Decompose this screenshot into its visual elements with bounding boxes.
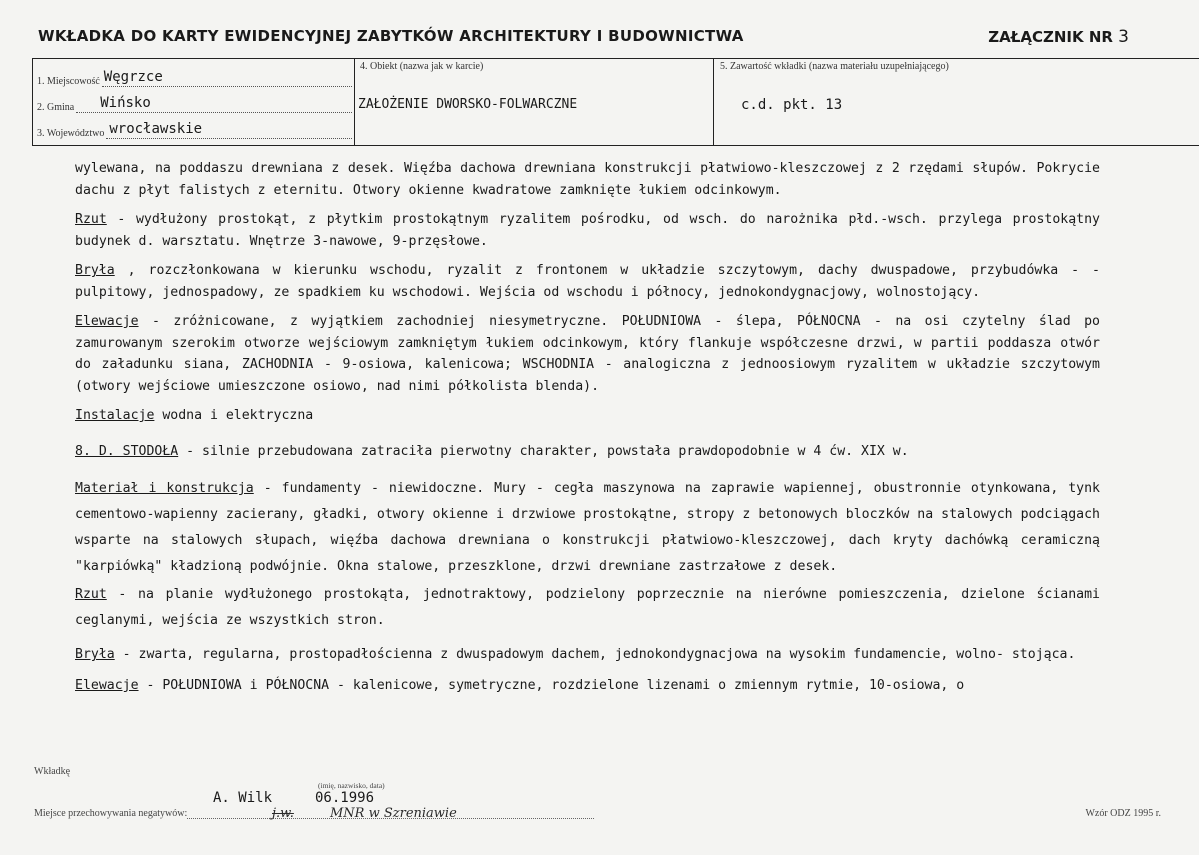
section-heading: Materiał i konstrukcja [75, 481, 254, 496]
field-gmina-label: 2. Gmina [37, 102, 75, 113]
field-zawartosc-value: c.d. pkt. 13 [741, 97, 843, 113]
dotted-line [102, 70, 352, 87]
paragraph-stodola [75, 441, 1100, 463]
paragraph-rzut-stodola [75, 582, 1100, 634]
paragraph-text: - fundamenty - niewidoczne. Mury - cegła maszynowa na zaprawie wapiennej, obustronnie otynkowana, tynk cementowo-wapienny zacierany, gładki, otwory okienne i drzwiowe prostokątne, stropy z betonowych bloczków na stalowych podciągach wsparte na stalowych słupach, więźba dachowa drewniana o konstrukcji płatwiowo-kleszczowej, dach kryty dachówką ceramiczną "karpiówką" kładzioną podwójnie. Okna stalowe, przeszklone, drzwi drewniane zastrzałowe z desek. [75, 481, 1101, 574]
form-title: WKŁADKA DO KARTY EWIDENCYJNEJ ZABYTKÓW ARCHITEKTURY I BUDOWNICTWA [38, 27, 744, 45]
section-heading: Elewacje [75, 314, 139, 329]
paragraph-elewacje [75, 311, 1100, 397]
field-obiekt-label: 4. Obiekt (nazwa jak w karcie) [360, 61, 484, 72]
field-wojewodztwo [37, 122, 352, 139]
field-miejscowosc-value: Węgrzce [103, 69, 163, 85]
footer-wkladke-label: Wkładkę [34, 766, 71, 777]
column-divider [713, 58, 714, 145]
handwritten-jw: j.w. [272, 806, 294, 821]
footer-negatives-field [34, 808, 594, 819]
annex-label-text: ZAŁĄCZNIK NR [988, 28, 1113, 46]
section-heading: Rzut [75, 212, 107, 227]
field-gmina [37, 96, 352, 113]
paragraph-text: - zwarta, regularna, prostopadłościenna z dwuspadowym dachem, jednokondygnacjowa na wysokim fundamencie, wolno- stojąca. [114, 647, 1076, 662]
dotted-line [106, 122, 352, 139]
paragraph-rzut [75, 209, 1100, 252]
paragraph-text: - wydłużony prostokąt, z płytkim prostokątnym ryzalitem pośrodku, od wsch. do narożnika płd.-wsch. przylega prostokątny budynek d. warsztatu. Wnętrze 3-nawowe, 9-przęsłowe. [75, 212, 1100, 249]
paragraph-elewacje-stodola [75, 675, 1100, 697]
column-divider [354, 58, 355, 145]
dotted-line [76, 96, 352, 113]
section-heading: Instalacje [75, 408, 155, 423]
annex-number: 3 [1118, 27, 1129, 47]
section-heading: Elewacje [75, 678, 139, 693]
field-miejscowosc [37, 70, 352, 87]
handwritten-location: MNR w Szreniawie [330, 806, 457, 821]
section-heading: Rzut [75, 587, 107, 602]
field-gmina-value: Wińsko [100, 95, 151, 111]
footer-author: A. Wilk [213, 790, 273, 806]
paragraph-text: - na planie wydłużonego prostokąta, jednotraktowy, podzielony poprzecznie na nierówne pomieszczenia, dzielone ścianami ceglanymi, wejścia ze wszystkich stron. [75, 587, 1100, 628]
paragraph-material [75, 476, 1100, 580]
paragraph-instalacje [75, 405, 1100, 427]
section-heading: 8. D. STODOŁA [75, 443, 179, 459]
paragraph-continuation: wylewana, na poddaszu drewniana z desek. Więźba dachowa drewniana konstrukcji płatwiowo-kleszczowej z 2 rzędami słupów. Pokrycie dachu z płyt falistych z eternitu. Otwory okienne kwadratowe zamknięte łukiem odcinkowym. [75, 161, 1100, 198]
field-wojewodztwo-label: 3. Województwo [37, 128, 105, 139]
form-code: Wzór ODZ 1995 r. [1085, 808, 1161, 819]
field-obiekt-value: ZAŁOŻENIE DWORSKO-FOLWARCZNE [358, 97, 578, 112]
section-heading: Bryła [75, 647, 115, 662]
paragraph-text: wodna i elektryczna [154, 408, 314, 423]
field-zawartosc-label: 5. Zawartość wkładki (nazwa materiału uzupełniającego) [720, 61, 949, 72]
footer-negatives-label: Miejsce przechowywania negatywów: [34, 808, 188, 819]
field-wojewodztwo-value: wrocławskie [109, 121, 203, 137]
description-body [75, 158, 1100, 705]
annex-label [988, 27, 1129, 47]
footer-date: 06.1996 [315, 790, 375, 806]
paragraph-text: , rozczłonkowana w kierunku wschodu, ryzalit z frontonem w układzie szczytowym, dachy dwuspadowe, przybudówka - - pulpitowy, jednospadowy, ze spadkiem ku wschodowi. Wejścia od wschodu i północy, jednokondygnacjowy, wolnostojący. [75, 263, 1100, 300]
paragraph-bryla [75, 260, 1100, 303]
field-miejscowosc-label: 1. Miejscowość [37, 76, 100, 87]
paragraph-bryla-stodola [75, 644, 1100, 665]
paragraph-text: - POŁUDNIOWA i PÓŁNOCNA - kalenicowe, symetryczne, rozdzielone lizenami o zmiennym rytmie, 10-osiowa, o [138, 678, 965, 693]
paragraph-text: - silnie przebudowana zatraciła pierwotny charakter, powstała prawdopodobnie w 4 ćw. XIX w. [178, 443, 909, 459]
section-heading: Bryła [75, 263, 115, 278]
paragraph-text: - zróżnicowane, z wyjątkiem zachodniej niesymetryczne. POŁUDNIOWA - ślepa, PÓŁNOCNA - na osi czytelny ślad po zamurowanym szerokim otworze wejściowym zamkniętym łukiem odcinkowym, który flankuje współczesne drzwi, w partii poddasza otwór do załadunku siana, ZACHODNIA - 9-osiowa, kalenicowa; WSCHODNIA - analogiczna z jednoosiowym ryzalitem w układzie szczytowym (otwory wejściowe umieszczone osiowo, nad nimi półkolista blenda). [75, 314, 1100, 394]
footer-signature-caption: (imię, nazwisko, data) [318, 781, 385, 790]
